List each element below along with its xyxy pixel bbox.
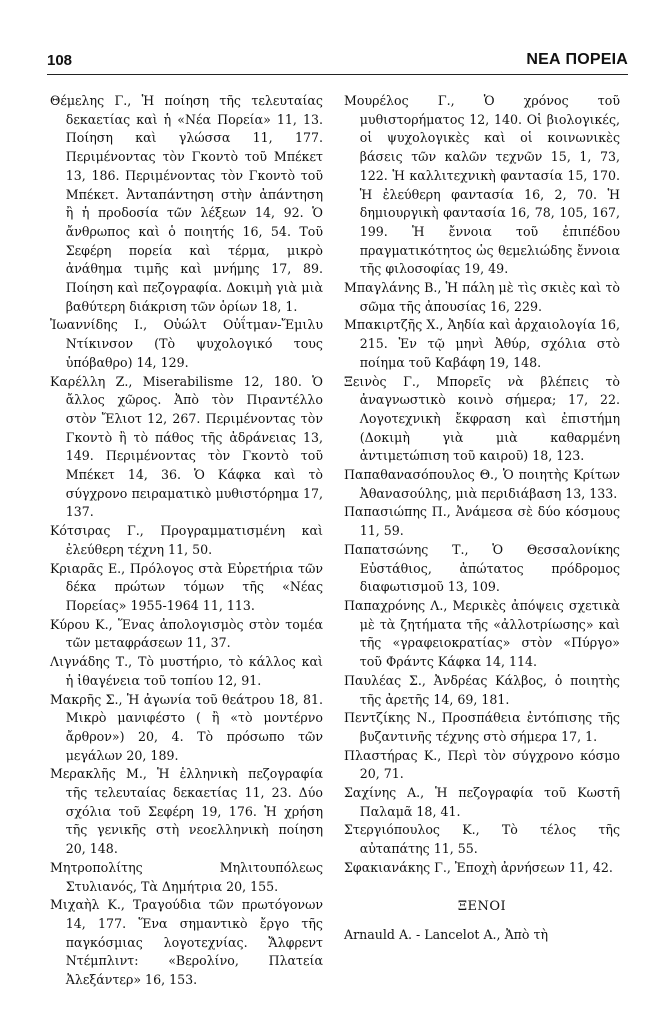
page-number: 108 bbox=[47, 52, 73, 69]
index-entry: Παπαχρόνης Λ., Μερικὲς ἀπόψεις σχετικὰ μὲ τὰ ζητήματα τῆς «ἀλλοτρίωσης» καὶ τῆς «γραφειοκρατίας» στὸν «Πύργο» τοῦ Φράντς Κάφκα 14, 114. bbox=[344, 597, 620, 670]
running-header bbox=[47, 46, 628, 75]
index-entry: Παπατσώνης Τ., Ὁ Θεσσαλονίκης Εὐστάθιος, ἀπώτατος πρόδρομος διαφωτισμοῦ 13, 109. bbox=[344, 541, 620, 595]
index-entry: Σαχίνης Α., Ἡ πεζογραφία τοῦ Κωστῆ Παλαμᾶ 18, 41. bbox=[344, 785, 620, 819]
index-entry: Παπασιώπης Π., Ἀνάμεσα σὲ δύο κόσμους 11, 59. bbox=[344, 504, 620, 539]
index-entry: Θέμελης Γ., Ἡ ποίηση τῆς τελευταίας δεκαετίας καὶ ἡ «Νέα Πορεία» 11, 13. Ποίηση καὶ γλώσσα 11, 177. Περιμένοντας τὸν Γκοντὸ τοῦ Μπέκετ 13, 186. Περιμένοντας τὸν Γκοντὸ τοῦ Μπέκετ. Ἀνταπάντηση στὴν ἀπάντηση ἢ ἡ προδοσία τῶν λέξεων 14, 92. Ὁ ἄνθρωπος καὶ ὁ ποιητής 16, 54. Τοῦ Σεφέρη πορεία καὶ τέρμα, μικρὸ ἀνάθημα τιμῆς καὶ μνήμης 17, 89. Ποίηση καὶ πεζογραφία. Δοκιμὴ γιὰ μιὰ βαθύτερη διάκριση τῶν ὁρίων 18, 1. bbox=[50, 93, 323, 314]
index-entry: Μπαγλάνης Β., Ἡ πάλη μὲ τὶς σκιὲς καὶ τὸ σῶμα τῆς ἀπουσίας 16, 229. bbox=[344, 280, 620, 314]
index-entry: Λιγνάδης Τ., Τὸ μυστήριο, τὸ κάλλος καὶ ἡ ἰθαγένεια τοῦ τοπίου 12, 91. bbox=[50, 654, 323, 688]
right-column bbox=[344, 92, 620, 945]
left-column bbox=[50, 92, 323, 990]
index-entry: Κύρου Κ., Ἕνας ἀπολογισμὸς στὸν τομέα τῶν μεταφράσεων 11, 37. bbox=[50, 616, 323, 651]
index-entry: Παπαθανασόπουλος Θ., Ὁ ποιητὴς Κρίτων Ἀθανασούλης, μιὰ περιδιάβαση 13, 133. bbox=[344, 467, 620, 501]
index-entry: Καρέλλη Ζ., Miserabilisme 12, 180. Ὁ ἄλλος χῶρος. Ἀπὸ τὸν Πιραντέλλο στὸν Ἔλιοτ 12, 267. Περιμένοντας τὸν Γκοντὸ ἢ τὸ πάθος τῆς ἀδράνειας 13, 149. Περιμένοντας τὸν Γκοντὸ τοῦ Μπέκετ 14, 36. Ὁ Κάφκα καὶ τὸ σύγχρονο πειραματικὸ μυθιστόρημα 17, 137. bbox=[50, 373, 323, 520]
index-entry: Κότσιρας Γ., Προγραμματισμένη καὶ ἐλεύθερη τέχνη 11, 50. bbox=[50, 523, 323, 557]
index-entry: Μητροπολίτης Μηλιτουπόλεως Στυλιανός, Τὰ Δημήτρια 20, 155. bbox=[50, 859, 323, 894]
index-entry: Κριαρᾶς Ε., Πρόλογος στὰ Εὐρετήρια τῶν δέκα πρώτων τόμων τῆς «Νέας Πορείας» 1955-1964 11, 113. bbox=[50, 560, 323, 613]
index-entry: Πλαστήρας Κ., Περὶ τὸν σύγχρονο κόσμο 20, 71. bbox=[344, 747, 620, 782]
journal-title: ΝΕΑ ΠΟΡΕΙΑ bbox=[526, 51, 628, 68]
index-entry: Μακρῆς Σ., Ἡ ἀγωνία τοῦ θεάτρου 18, 81. Μικρὸ μανιφέστο ( ἢ «τὸ μοντέρνο ἄρθρον») 20, 4. Τὸ πρόσωπο τῶν μεγάλων 20, 189. bbox=[50, 691, 323, 763]
index-entry: Μουρέλος Γ., Ὁ χρόνος τοῦ μυθιστορήματος 12, 140. Οἱ βιολογικές, οἱ ψυχολογικὲς καὶ οἱ κοινωνικὲς βάσεις τῶν καλῶν τεχνῶν 15, 1, 73, 122. Ἡ καλλιτεχνικὴ φαντασία 15, 170. Ἡ ἐλεύθερη φαντασία 16, 2, 70. Ἡ δημιουργικὴ φαντασία 16, 78, 105, 167, 199. Ἡ ἔννοια τοῦ ἐπιπέδου πραγματικότητος ὡς θεμελιώδης ἔννοια τῆς φιλοσοφίας 19, 49. bbox=[344, 93, 620, 277]
index-entry: Μιχαὴλ Κ., Τραγούδια τῶν πρωτόγονων 14, 177. Ἕνα σημαντικὸ ἔργο τῆς παγκόσμιας λογοτεχνίας. Ἄλφρεντ Ντέμπλιντ: «Βερολίνο, Πλατεία Ἀλεξάντερ» 16, 153. bbox=[50, 897, 323, 988]
index-entry: Σφακιανάκης Γ., Ἐποχὴ ἀρνήσεων 11, 42. bbox=[344, 859, 613, 875]
index-entry: Ξεινὸς Γ., Μπορεῖς νὰ βλέπεις τὸ ἀναγνωστικὸ κοινὸ σήμερα; 17, 22. Λογοτεχνικὴ ἔκφραση καὶ ἐπιστήμη (Δοκιμὴ γιὰ μιὰ καθαρμένη ἀντιμετώπιση τοῦ καιροῦ) 18, 123. bbox=[344, 373, 620, 464]
index-entry: Μπακιρτζῆς Χ., Ἀηδία καὶ ἀρχαιολογία 16, 215. Ἐν τῷ μηνὶ Ἀθύρ, σχόλια στὸ ποίημα τοῦ Καβάφη 19, 148. bbox=[344, 317, 620, 370]
index-entry: Στεργιόπουλος Κ., Τὸ τέλος τῆς αὐταπάτης 11, 55. bbox=[344, 822, 620, 857]
index-entry: Πεντζίκης Ν., Προσπάθεια ἐντόπισης τῆς βυζαντινῆς τέχνης στὸ σήμερα 17, 1. bbox=[344, 710, 620, 744]
section-heading-foreign: ΞΕΝΟΙ bbox=[457, 898, 507, 914]
index-entry: Arnauld A. - Lancelot A., Ἀπὸ τὴ bbox=[344, 927, 549, 943]
index-entry: Ἰωαννίδης Ι., Οὐώλτ Οὐΐτμαν-Ἔμιλυ Ντίκινσον (Τὸ ψυχολογικό τους ὑπόβαθρο) 14, 129. bbox=[50, 317, 323, 370]
index-entry: Μερακλῆς Μ., Ἡ ἑλληνικὴ πεζογραφία τῆς τελευταίας δεκαετίας 11, 23. Δύο σχόλια τοῦ Σεφέρη 19, 176. Ἡ χρήση τῆς γενικῆς στὴ νεοελληνικὴ ποίηση 20, 148. bbox=[50, 766, 323, 857]
index-entry: Παυλέας Σ., Ἀνδρέας Κάλβος, ὁ ποιητὴς τῆς ἀρετῆς 14, 69, 181. bbox=[344, 672, 620, 707]
